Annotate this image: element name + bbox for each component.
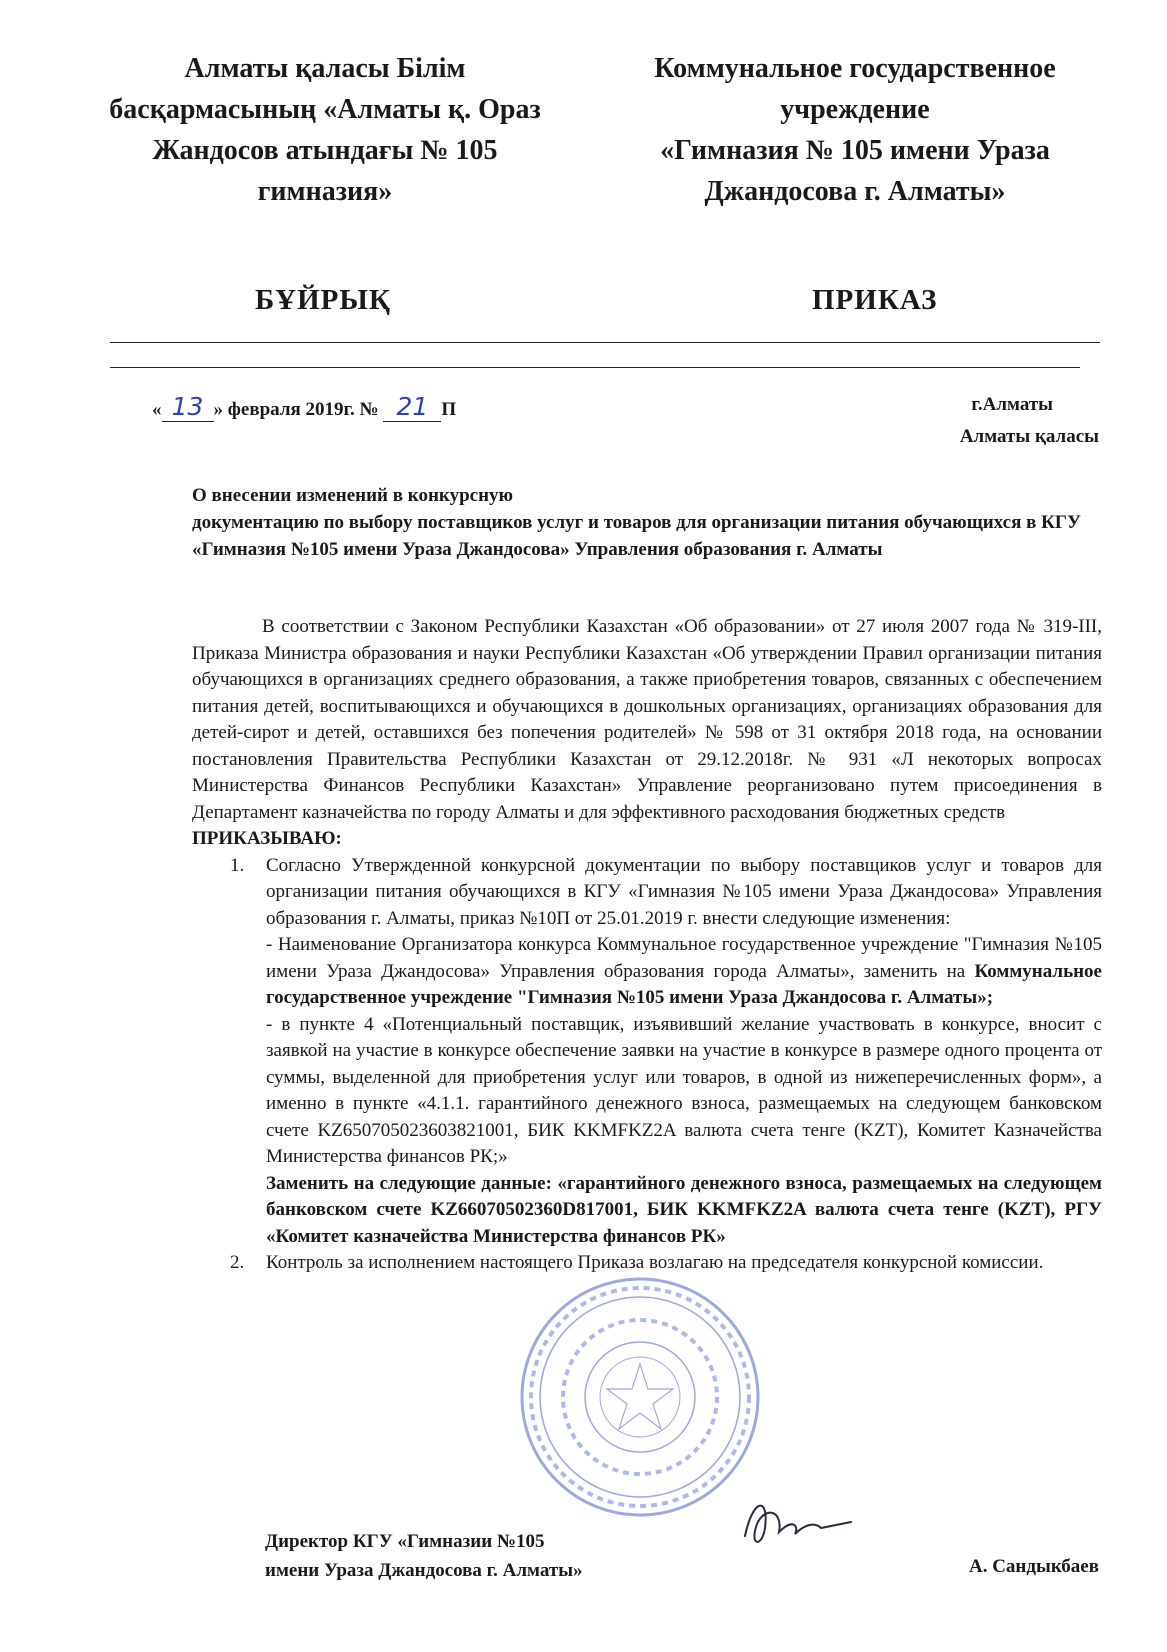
header-kz-organization (80, 48, 570, 212)
header-kz-line: Алматы қаласы Білім (184, 53, 466, 84)
preamble-paragraph: В соответствии с Законом Республики Казахстан «Об образовании» от 27 июля 2007 года № 319-III, Приказа Министра образования и науки Республики Казахстан «Об утверждении Правил организации питания обучающихся в организациях среднего образования, а также приобретения товаров, связанных с обеспечением питания детей, воспитывающихся и обучающихся в дошкольных организациях, организациях образования для детей-сирот и детей, оставшихся без попечения родителей» № 598 от 31 октября 2018 года, на основании постановления Правительства Республики Казахстан от 29.12.2018г. № 931 «Л некоторых вопросах Министерства Финансов Республики Казахстан» Управление реорганизовано путем присоединения в Департамент казначейства по городу Алматы и для эффективного расходования бюджетных средств (192, 616, 1102, 823)
date-text: » февраля 2019г. № (213, 399, 379, 420)
item-number: 1. (230, 854, 245, 876)
item-number: 2. (230, 1252, 245, 1273)
signatory-position-line: Директор КГУ «Гимназии №105 (265, 1531, 545, 1552)
change-rename-new-name: Коммунальное государственное учреждение "Гимназия №105 имени Ураза Джандосова г. Алматы»; (266, 960, 1102, 1008)
header-divider (110, 342, 1100, 343)
header-ru-line: Джандосова г. Алматы» (704, 176, 1006, 207)
handwritten-day: 13 (162, 392, 214, 422)
header-kz-line: Жандосов атындағы № 105 (152, 135, 498, 166)
city-ru: г.Алматы (971, 394, 1053, 415)
item-text: Контроль за исполнением настоящего Приказа возлагаю на председателя конкурсной комиссии. (266, 1252, 1044, 1273)
order-body (192, 614, 1102, 1277)
director-signature (735, 1488, 855, 1558)
subject-line: документацию по выбору поставщиков услуг и товаров для организации питания обучающихся в КГУ «Гимназия №105 имени Ураза Джандосова» Управления образования г. Алматы (192, 512, 1081, 560)
header-ru-organization (600, 48, 1110, 212)
handwritten-order-number: 21 (383, 392, 441, 422)
header-ru-line: учреждение (780, 94, 930, 125)
change-rename (266, 932, 1102, 1012)
order-command: ПРИКАЗЫВАЮ: (192, 828, 342, 849)
header-kz-line: басқармасының «Алматы қ. Ораз (109, 94, 541, 125)
order-title-ru: ПРИКАЗ (812, 284, 938, 316)
order-items-list (192, 853, 1102, 1277)
change-rename-text: - Наименование Организатора конкурса Коммунальное государственное учреждение "Гимназия №105 имени Ураза Джандосова» Управления образования города Алматы», заменить на (266, 934, 1102, 982)
order-dateline (152, 392, 456, 422)
order-subject (192, 482, 1092, 563)
signatory-position-line: имени Ураза Джандосова г. Алматы» (265, 1560, 583, 1581)
official-seal-stamp (515, 1272, 765, 1522)
date-open-quote: « (152, 399, 162, 420)
header-ru-line: Коммунальное государственное (654, 53, 1056, 84)
header-kz-line: гимназия» (257, 176, 393, 207)
replacement-bank-details: Заменить на следующие данные: «гарантийного денежного взноса, размещаемых на следующем банковском счете KZ66070502360D817001, БИК KKMFKZ2A валюта счета тенге (KZT), РГУ «Комитет казначейства Министерства финансов РК» (266, 1172, 1102, 1247)
order-number-suffix: П (441, 399, 457, 420)
header-divider (110, 367, 1080, 368)
signatory-position (265, 1527, 583, 1585)
subject-line: О внесении изменений в конкурсную (192, 485, 514, 506)
header-ru-line: «Гимназия № 105 имени Ураза (660, 135, 1050, 166)
city-kz: Алматы қаласы (959, 426, 1099, 447)
signatory-name: А. Сандыкбаев (968, 1556, 1099, 1577)
change-bank-details: - в пункте 4 «Потенциальный поставщик, изъявивший желание участвовать в конкурсе, вносит с заявкой на участие в конкурсе обеспечение заявки на участие в конкурсе в размере одного процента от суммы, выделенной для приобретения услуг или товаров, в одной из нижеперечисленных форм», а именно в пункте «4.1.1. гарантийного денежного взноса, размещаемых на следующем банковском счете KZ650705023603821001, БИК KKMFKZ2A валюта счета тенге (KZT), Комитет Казначейства Министерства финансов РК;» (266, 1013, 1102, 1167)
order-title-kz: БҰЙРЫҚ (255, 284, 391, 316)
item-intro: Согласно Утвержденной конкурсной документации по выбору поставщиков услуг и товаров для организации питания обучающихся в КГУ «Гимназия №105 имени Ураза Джандосова» Управления образования г. Алматы, приказ №10П от 25.01.2019 г. внести следующие изменения: (266, 854, 1102, 929)
list-item (192, 853, 1102, 1251)
